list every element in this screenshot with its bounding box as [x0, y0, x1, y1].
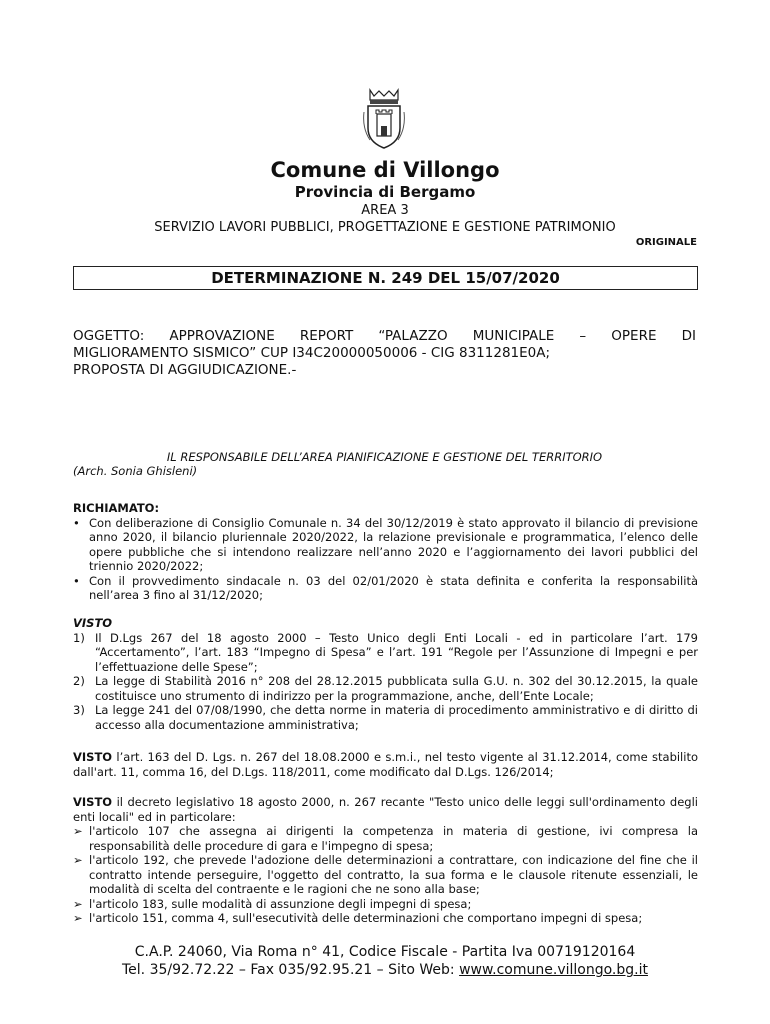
list-item: • Con il provvedimento sindacale n. 03 del 02/01/2020 è stata definita e conferita la responsabilità nell’area 3 fino al 31/12/2020;: [73, 573, 698, 602]
arrow-bullet-icon: ➢: [73, 853, 83, 867]
responsabile-name: (Arch. Sonia Ghisleni): [73, 464, 198, 478]
footer-contacts: [0, 962, 770, 978]
item-number: 2): [73, 674, 85, 688]
determinazione-box: [73, 266, 698, 290]
visto-lead: VISTO: [73, 795, 113, 809]
visto-section-3: [73, 795, 698, 926]
item-number: 3): [73, 703, 85, 717]
oggetto-word: REPORT: [299, 328, 354, 344]
oggetto-word: APPROVAZIONE: [169, 328, 275, 344]
list-item: • Con deliberazione di Consiglio Comunale n. 34 del 30/12/2019 è stato approvato il bilancio di previsione anno 2020, il bilancio pluriennale 2020/2022, la relazione previsionale e programmatica, l’elenco delle opere pubbliche che si intendono realizzare nell’anno 2020 e l’aggiornamento dei lavori pubblici del triennio 2020/2022;: [73, 515, 698, 573]
visto-lead: VISTO: [73, 750, 113, 764]
list-item: 2) La legge di Stabilità 2016 n° 208 del 28.12.2015 pubblicata sulla G.U. n. 302 del 30.12.2015, la quale costituisce uno strumento di indirizzo per la programmazione, anche, dell’Ente Locale;: [73, 674, 698, 703]
provincia-subtitle: Provincia di Bergamo: [294, 183, 476, 201]
oggetto-word: MUNICIPALE: [472, 328, 555, 344]
bullet-icon: •: [73, 515, 80, 530]
arrow-bullet-icon: ➢: [73, 896, 83, 911]
oggetto-word: “PALAZZO: [378, 328, 448, 344]
responsabile-title: IL RESPONSABILE DELL’AREA PIANIFICAZIONE E GESTIONE DEL TERRITORIO: [166, 450, 603, 464]
oggetto-section: [73, 328, 696, 379]
oggetto-line-2: MIGLIORAMENTO SISMICO” CUP I34C20000050006 - CIG 8311281E0A;: [73, 345, 551, 361]
list-item: 1) Il D.Lgs 267 del 18 agosto 2000 – Testo Unico degli Enti Locali - ed in particolare l’art. 179 “Accertamento”, l’art. 183 “Impegno di Spesa” e l’art. 191 “Regole per l’Assunzione di Impegni e per l’effettuazione delle Spese”;: [73, 630, 698, 674]
list-item: ➢ l'articolo 107 che assegna ai dirigenti la competenza in materia di gestione, ivi compresa la responsabilità delle procedure di gara e l'impegno di spesa;: [73, 824, 698, 853]
coat-of-arms-icon: [360, 88, 408, 150]
arrow-bullet-icon: ➢: [73, 911, 83, 925]
list-item: 3) La legge 241 del 07/08/1990, che detta norme in materia di procedimento amministrativo e di diritto di accesso alla documentazione amministrativa;: [73, 703, 698, 732]
website-link[interactable]: www.comune.villongo.bg.it: [459, 962, 648, 978]
list-item: ➢ l'articolo 192, che prevede l'adozione delle determinazioni a contrattare, con indicazione del fine che il contratto intende perseguire, l'oggetto del contratto, la sua forma e le clausole ritenute essenziali, le modalità di scelta del contraente e le ragioni che ne sono alla base;: [73, 853, 698, 896]
originale-label: ORIGINALE: [635, 237, 697, 248]
footer-phone-fax: Tel. 35/92.72.22 – Fax 035/92.95.21 – Sito Web:: [122, 962, 460, 978]
richiamato-heading: RICHIAMATO:: [73, 501, 160, 515]
oggetto-line-3: PROPOSTA DI AGGIUDICAZIONE.-: [73, 362, 297, 378]
visto-heading: VISTO: [73, 616, 113, 630]
richiamato-section: [73, 501, 698, 603]
visto-paragraph: [73, 795, 698, 824]
visto-section-1: [73, 616, 698, 732]
list-item: ➢ l'articolo 183, sulle modalità di assunzione degli impegni di spesa;: [73, 896, 472, 911]
bullet-icon: •: [73, 573, 80, 588]
oggetto-word: OGGETTO:: [73, 328, 145, 344]
comune-title: Comune di Villongo: [270, 158, 500, 182]
oggetto-word: DI: [681, 328, 696, 344]
arrow-bullet-icon: ➢: [73, 824, 83, 838]
footer-address: C.A.P. 24060, Via Roma n° 41, Codice Fiscale - Partita Iva 00719120164: [134, 944, 636, 960]
oggetto-word: –: [579, 328, 587, 344]
oggetto-word: OPERE: [611, 328, 657, 344]
area-label: AREA 3: [361, 203, 409, 218]
servizio-label: SERVIZIO LAVORI PUBBLICI, PROGETTAZIONE E GESTIONE PATRIMONIO: [154, 220, 616, 235]
oggetto-line-1: [73, 328, 696, 345]
determinazione-title: DETERMINAZIONE N. 249 DEL 15/07/2020: [211, 269, 560, 287]
visto-text: il decreto legislativo 18 agosto 2000, n. 267 recante "Testo unico delle leggi sull'ordinamento degli enti locali" ed in particolare:: [73, 795, 698, 824]
item-number: 1): [73, 630, 85, 645]
visto-section-2: [73, 750, 698, 779]
visto-text: l’art. 163 del D. Lgs. n. 267 del 18.08.2000 e s.m.i., nel testo vigente al 31.12.2014, come stabilito dall'art. 11, comma 16, del D.Lgs. 118/2011, come modificato dal D.Lgs. 126/2014;: [73, 750, 698, 779]
list-item: ➢ l'articolo 151, comma 4, sull'esecutività delle determinazioni che comportano impegni di spesa;: [73, 911, 643, 925]
